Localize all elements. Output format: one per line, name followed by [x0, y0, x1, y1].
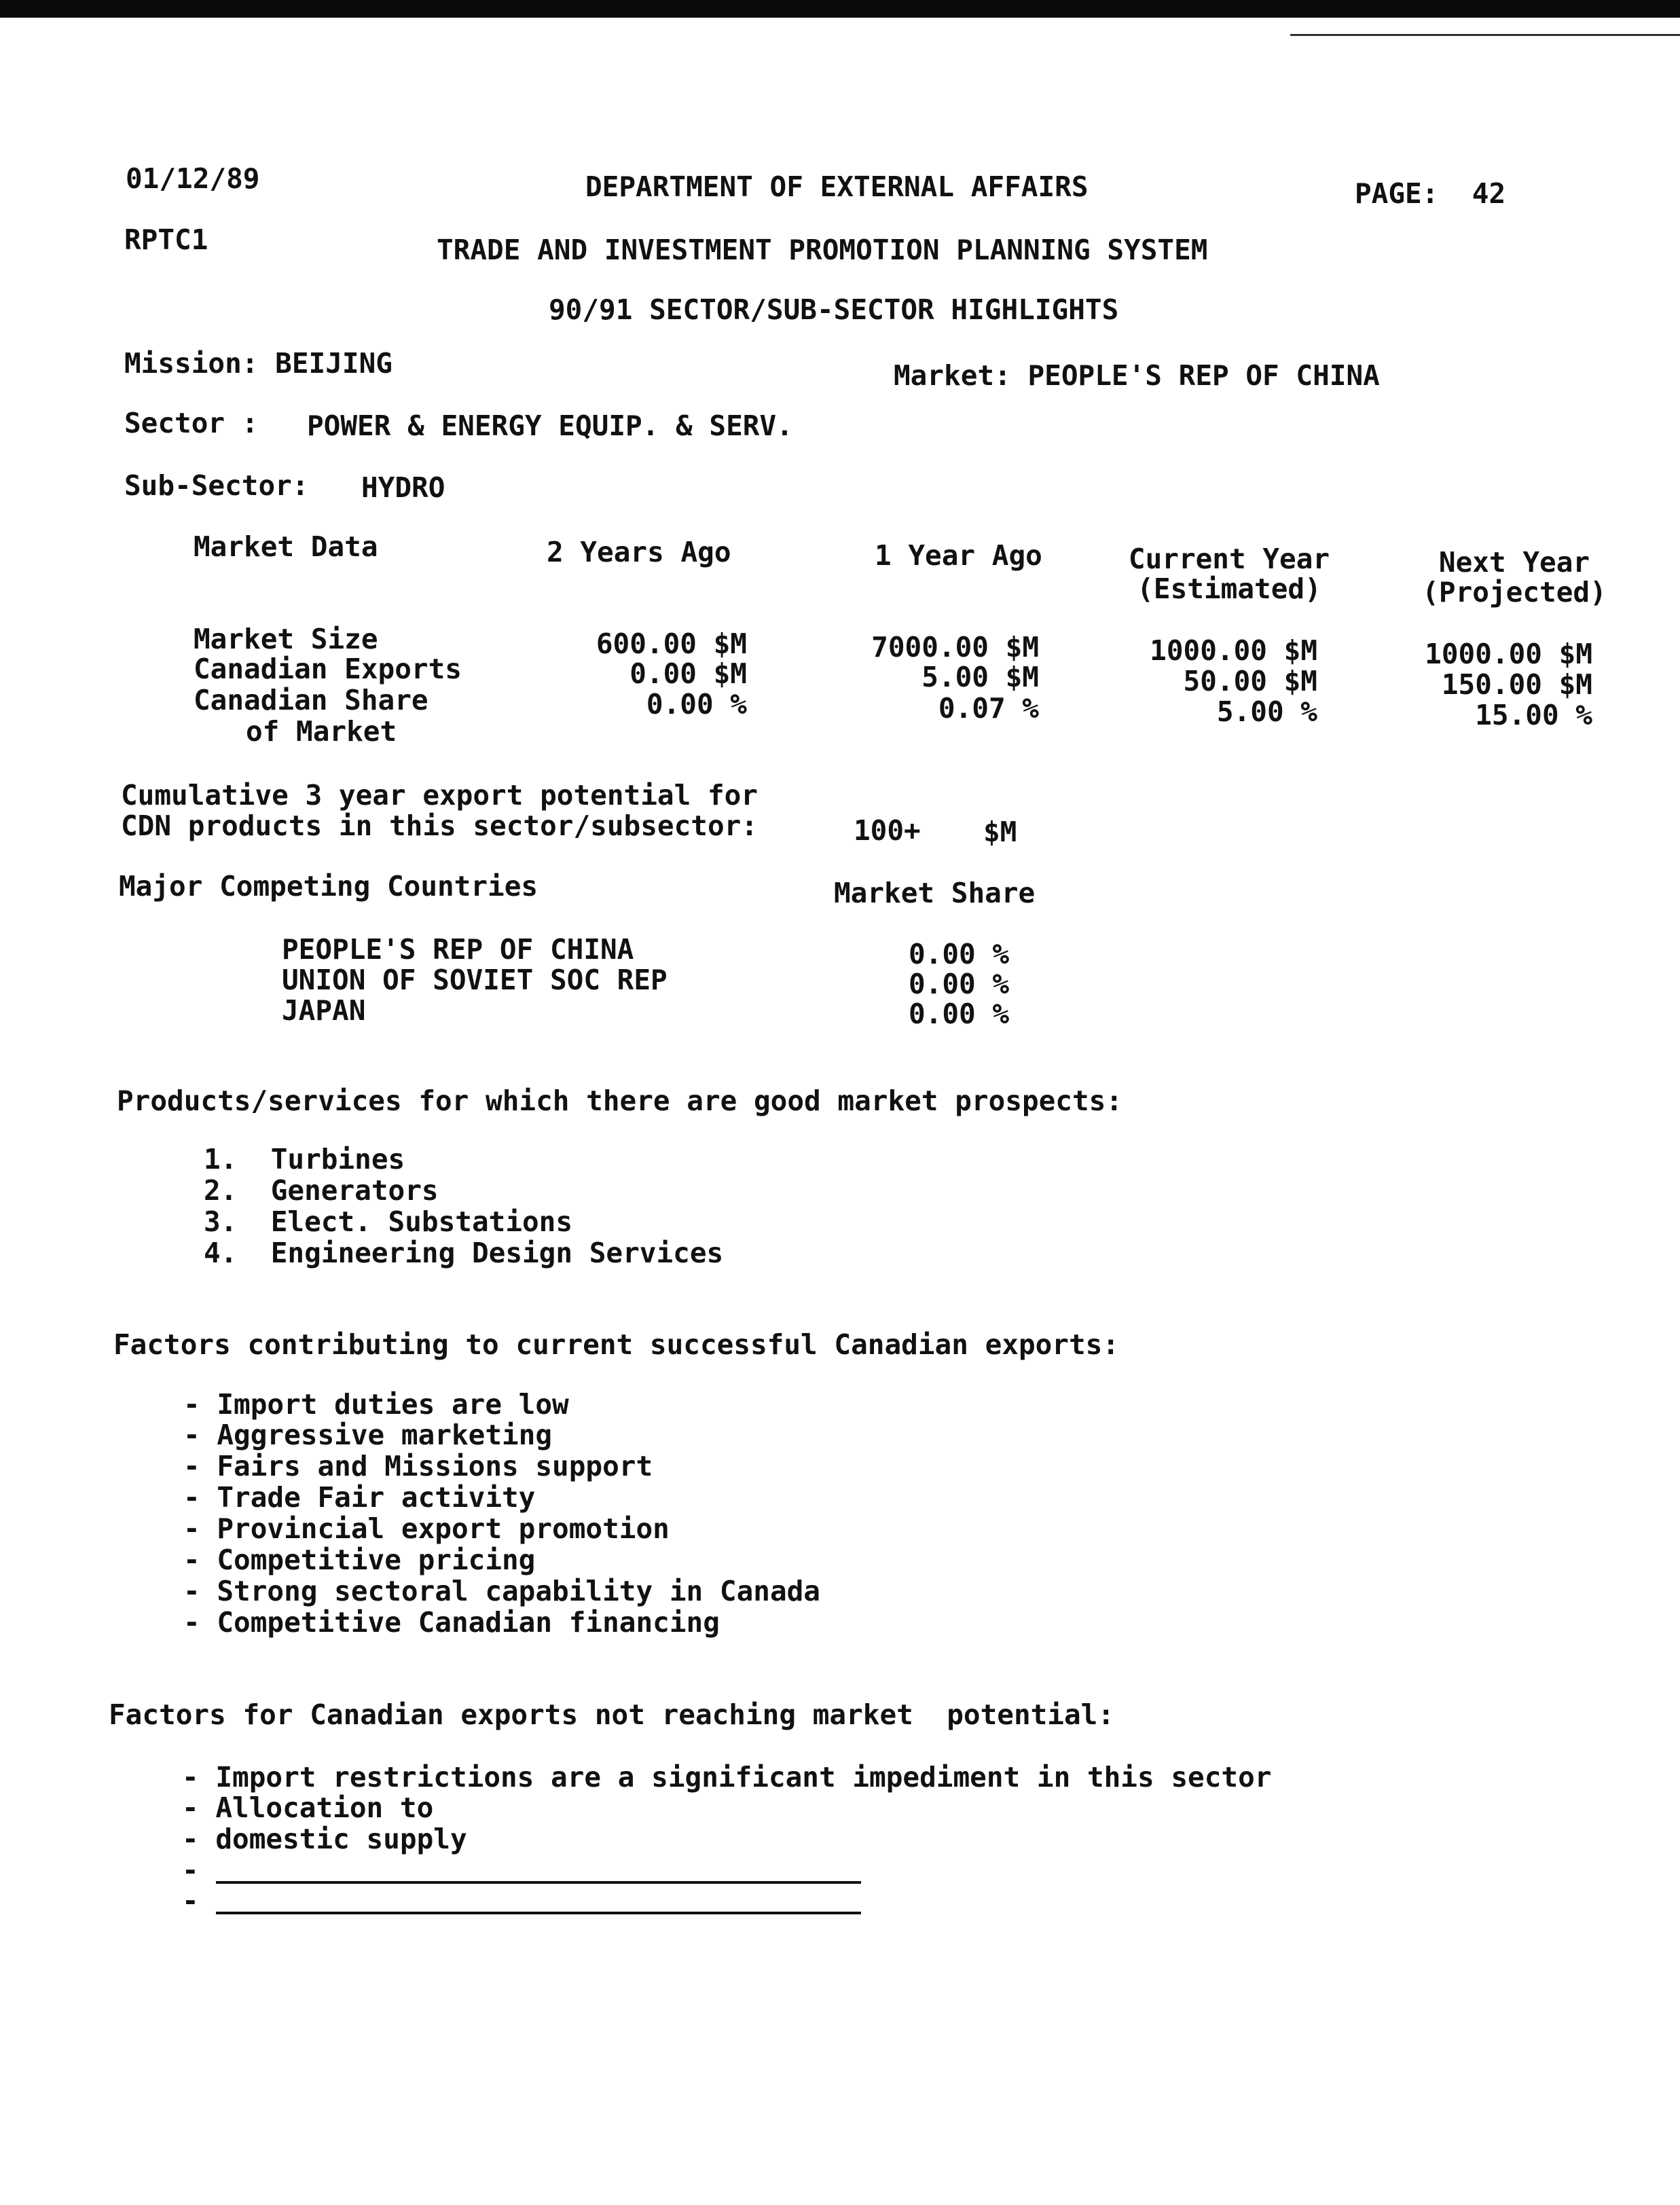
list-item: - domestic supply — [182, 1823, 467, 1855]
system-title: TRADE AND INVESTMENT PROMOTION PLANNING SYSTEM — [437, 234, 1208, 266]
column-subheader: (Estimated) — [1137, 572, 1321, 605]
list-item: - Aggressive marketing — [183, 1419, 553, 1451]
subsector-value: HYDRO — [361, 471, 445, 504]
scan-edge-bar — [0, 0, 1680, 18]
list-item: - Fairs and Missions support — [183, 1450, 653, 1482]
column-header: 2 Years Ago — [547, 536, 731, 568]
list-item: - Import duties are low — [183, 1388, 569, 1421]
table-cell: 15.00 % — [1475, 699, 1592, 731]
table-cell: 150.00 $M — [1441, 668, 1592, 701]
scan-edge-line — [1290, 34, 1680, 36]
cumulative-line1: Cumulative 3 year export potential for — [121, 779, 758, 812]
row-label-continued: of Market — [246, 715, 397, 748]
table-cell: 5.00 $M — [921, 661, 1039, 693]
sector-value: POWER & ENERGY EQUIP. & SERV. — [307, 409, 793, 442]
list-item: - Competitive pricing — [183, 1544, 536, 1576]
blank-item-dash: - — [182, 1884, 199, 1917]
table-cell: 0.00 % — [646, 688, 747, 721]
list-item: - Import restrictions are a significant impediment in this sector — [182, 1761, 1272, 1793]
blank-item-line — [216, 1881, 861, 1884]
department-title: DEPARTMENT OF EXTERNAL AFFAIRS — [585, 170, 1089, 203]
list-item: - Provincial export promotion — [183, 1512, 670, 1545]
sector-label: Sector : — [124, 407, 259, 439]
report-title: 90/91 SECTOR/SUB-SECTOR HIGHLIGHTS — [549, 293, 1119, 326]
list-item: 2. Generators — [204, 1174, 439, 1207]
row-label: Market Size — [194, 623, 378, 655]
table-cell: 600.00 $M — [596, 627, 747, 660]
table-cell: 0.00 $M — [629, 657, 747, 690]
cumulative-unit: $M — [983, 816, 1017, 848]
barrier-heading: Factors for Canadian exports not reaching market potential: — [109, 1698, 1115, 1731]
table-cell: 7000.00 $M — [871, 631, 1039, 663]
competitor-country: UNION OF SOVIET SOC REP — [282, 964, 668, 996]
competitor-share: 0.00 % — [909, 938, 1010, 970]
success-heading: Factors contributing to current successful Canadian exports: — [113, 1328, 1120, 1361]
mission: Mission: BEIJING — [124, 347, 392, 380]
cumulative-value: 100+ — [854, 814, 921, 847]
table-cell: 5.00 % — [1216, 695, 1317, 728]
table-cell: 1000.00 $M — [1425, 638, 1592, 670]
table-cell: 0.07 % — [938, 692, 1039, 725]
page-number: PAGE: 42 — [1355, 177, 1506, 210]
competitor-share: 0.00 % — [909, 968, 1010, 1000]
list-item: - Strong sectoral capability in Canada — [183, 1575, 820, 1607]
list-item: 3. Elect. Substations — [204, 1205, 573, 1238]
competitor-country: PEOPLE'S REP OF CHINA — [282, 933, 634, 966]
subsector-label: Sub-Sector: — [124, 469, 309, 502]
blank-item-dash: - — [182, 1854, 199, 1887]
report-code: RPTC1 — [124, 223, 208, 256]
list-item: - Allocation to — [182, 1791, 434, 1824]
blank-item-line — [216, 1912, 861, 1914]
column-header: Current Year — [1128, 543, 1330, 575]
table-cell: 1000.00 $M — [1150, 634, 1317, 667]
market-data-heading: Market Data — [194, 530, 378, 563]
column-header: Next Year — [1438, 546, 1590, 579]
competitors-heading: Major Competing Countries — [119, 870, 538, 903]
market: Market: PEOPLE'S REP OF CHINA — [894, 359, 1380, 392]
list-item: 4. Engineering Design Services — [204, 1237, 724, 1269]
products-heading: Products/services for which there are good market prospects: — [117, 1085, 1123, 1117]
list-item: 1. Turbines — [204, 1143, 405, 1176]
list-item: - Competitive Canadian financing — [183, 1606, 720, 1639]
row-label: Canadian Share — [194, 684, 428, 716]
competitor-country: JAPAN — [282, 994, 366, 1027]
report-date: 01/12/89 — [126, 162, 260, 195]
cumulative-line2: CDN products in this sector/subsector: — [121, 809, 758, 842]
list-item: - Trade Fair activity — [183, 1481, 536, 1514]
table-cell: 50.00 $M — [1183, 665, 1317, 697]
share-heading: Market Share — [834, 877, 1036, 909]
column-subheader: (Projected) — [1422, 576, 1607, 608]
column-header: 1 Year Ago — [875, 539, 1042, 572]
row-label: Canadian Exports — [194, 653, 462, 685]
competitor-share: 0.00 % — [909, 998, 1010, 1030]
